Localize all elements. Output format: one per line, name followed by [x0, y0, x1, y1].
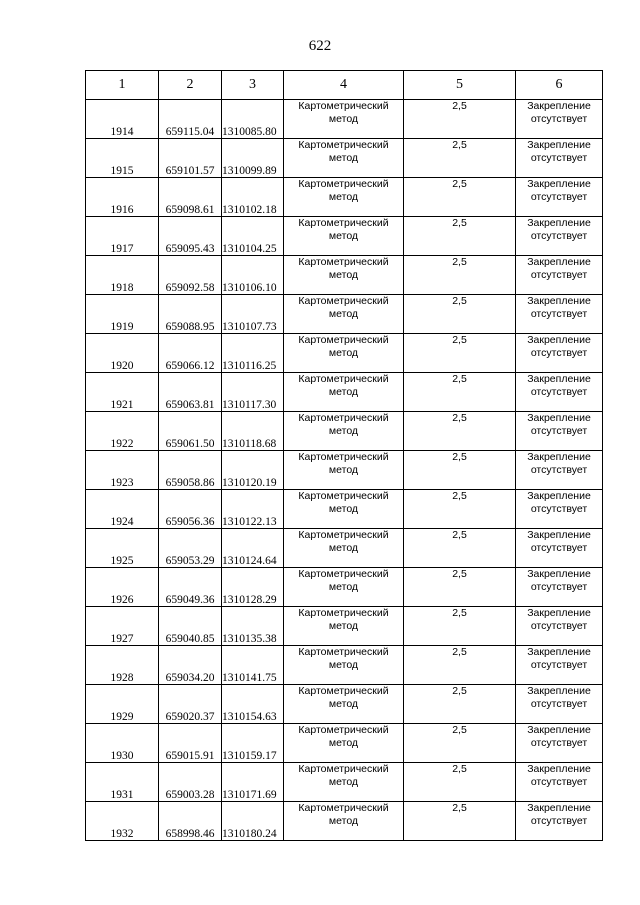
method-cell: Картометрический метод	[284, 412, 404, 451]
y-coordinate-cell: 1310117.30	[222, 373, 284, 412]
fixing-cell: Закрепление отсутствует	[516, 373, 603, 412]
point-number-cell: 1921	[86, 373, 159, 412]
point-number-cell: 1929	[86, 685, 159, 724]
precision-cell: 2,5	[404, 607, 516, 646]
y-coordinate-cell: 1310102.18	[222, 178, 284, 217]
x-coordinate-cell: 659092.58	[159, 256, 222, 295]
table-header-row	[86, 71, 603, 100]
fixing-cell: Закрепление отсутствует	[516, 685, 603, 724]
point-number-cell: 1923	[86, 451, 159, 490]
method-cell: Картометрический метод	[284, 802, 404, 841]
column-header: 3	[222, 71, 284, 100]
table-row	[86, 724, 603, 763]
column-header: 1	[86, 71, 159, 100]
precision-cell: 2,5	[404, 256, 516, 295]
point-number-cell: 1930	[86, 724, 159, 763]
x-coordinate-cell: 659015.91	[159, 724, 222, 763]
x-coordinate-cell: 659088.95	[159, 295, 222, 334]
y-coordinate-cell: 1310118.68	[222, 412, 284, 451]
x-coordinate-cell: 659115.04	[159, 100, 222, 139]
fixing-cell: Закрепление отсутствует	[516, 451, 603, 490]
y-coordinate-cell: 1310141.75	[222, 646, 284, 685]
precision-cell: 2,5	[404, 568, 516, 607]
y-coordinate-cell: 1310116.25	[222, 334, 284, 373]
method-cell: Картометрический метод	[284, 529, 404, 568]
point-number-cell: 1924	[86, 490, 159, 529]
x-coordinate-cell: 659020.37	[159, 685, 222, 724]
table-row	[86, 100, 603, 139]
fixing-cell: Закрепление отсутствует	[516, 529, 603, 568]
table-row	[86, 256, 603, 295]
method-cell: Картометрический метод	[284, 178, 404, 217]
y-coordinate-cell: 1310135.38	[222, 607, 284, 646]
point-number-cell: 1915	[86, 139, 159, 178]
point-number-cell: 1917	[86, 217, 159, 256]
method-cell: Картометрический метод	[284, 763, 404, 802]
y-coordinate-cell: 1310171.69	[222, 763, 284, 802]
table-row	[86, 568, 603, 607]
method-cell: Картометрический метод	[284, 139, 404, 178]
table-row	[86, 646, 603, 685]
x-coordinate-cell: 659040.85	[159, 607, 222, 646]
method-cell: Картометрический метод	[284, 646, 404, 685]
table-row	[86, 451, 603, 490]
table-row	[86, 802, 603, 841]
method-cell: Картометрический метод	[284, 256, 404, 295]
point-number-cell: 1919	[86, 295, 159, 334]
fixing-cell: Закрепление отсутствует	[516, 802, 603, 841]
x-coordinate-cell: 659049.36	[159, 568, 222, 607]
point-number-cell: 1920	[86, 334, 159, 373]
fixing-cell: Закрепление отсутствует	[516, 178, 603, 217]
precision-cell: 2,5	[404, 373, 516, 412]
table-row	[86, 139, 603, 178]
table-row	[86, 295, 603, 334]
fixing-cell: Закрепление отсутствует	[516, 217, 603, 256]
precision-cell: 2,5	[404, 490, 516, 529]
column-header: 2	[159, 71, 222, 100]
table-row	[86, 490, 603, 529]
point-number-cell: 1928	[86, 646, 159, 685]
x-coordinate-cell: 659101.57	[159, 139, 222, 178]
precision-cell: 2,5	[404, 178, 516, 217]
table-body	[86, 100, 603, 841]
method-cell: Картометрический метод	[284, 217, 404, 256]
method-cell: Картометрический метод	[284, 373, 404, 412]
method-cell: Картометрический метод	[284, 568, 404, 607]
method-cell: Картометрический метод	[284, 100, 404, 139]
method-cell: Картометрический метод	[284, 295, 404, 334]
x-coordinate-cell: 658998.46	[159, 802, 222, 841]
method-cell: Картометрический метод	[284, 685, 404, 724]
precision-cell: 2,5	[404, 295, 516, 334]
fixing-cell: Закрепление отсутствует	[516, 100, 603, 139]
y-coordinate-cell: 1310128.29	[222, 568, 284, 607]
x-coordinate-cell: 659058.86	[159, 451, 222, 490]
precision-cell: 2,5	[404, 646, 516, 685]
y-coordinate-cell: 1310122.13	[222, 490, 284, 529]
x-coordinate-cell: 659056.36	[159, 490, 222, 529]
table-row	[86, 178, 603, 217]
table-row	[86, 685, 603, 724]
column-header: 4	[284, 71, 404, 100]
point-number-cell: 1931	[86, 763, 159, 802]
y-coordinate-cell: 1310124.64	[222, 529, 284, 568]
precision-cell: 2,5	[404, 412, 516, 451]
method-cell: Картометрический метод	[284, 451, 404, 490]
precision-cell: 2,5	[404, 529, 516, 568]
table-row	[86, 607, 603, 646]
precision-cell: 2,5	[404, 100, 516, 139]
fixing-cell: Закрепление отсутствует	[516, 139, 603, 178]
x-coordinate-cell: 659098.61	[159, 178, 222, 217]
precision-cell: 2,5	[404, 217, 516, 256]
precision-cell: 2,5	[404, 139, 516, 178]
point-number-cell: 1932	[86, 802, 159, 841]
y-coordinate-cell: 1310120.19	[222, 451, 284, 490]
table-row	[86, 334, 603, 373]
x-coordinate-cell: 659063.81	[159, 373, 222, 412]
point-number-cell: 1927	[86, 607, 159, 646]
fixing-cell: Закрепление отсутствует	[516, 412, 603, 451]
y-coordinate-cell: 1310154.63	[222, 685, 284, 724]
fixing-cell: Закрепление отсутствует	[516, 646, 603, 685]
y-coordinate-cell: 1310159.17	[222, 724, 284, 763]
point-number-cell: 1914	[86, 100, 159, 139]
x-coordinate-cell: 659053.29	[159, 529, 222, 568]
fixing-cell: Закрепление отсутствует	[516, 607, 603, 646]
point-number-cell: 1918	[86, 256, 159, 295]
table-row	[86, 217, 603, 256]
y-coordinate-cell: 1310104.25	[222, 217, 284, 256]
x-coordinate-cell: 659061.50	[159, 412, 222, 451]
point-number-cell: 1926	[86, 568, 159, 607]
y-coordinate-cell: 1310106.10	[222, 256, 284, 295]
point-number-cell: 1922	[86, 412, 159, 451]
method-cell: Картометрический метод	[284, 607, 404, 646]
y-coordinate-cell: 1310099.89	[222, 139, 284, 178]
column-header: 5	[404, 71, 516, 100]
fixing-cell: Закрепление отсутствует	[516, 334, 603, 373]
y-coordinate-cell: 1310180.24	[222, 802, 284, 841]
page-number: 622	[308, 38, 332, 54]
x-coordinate-cell: 659095.43	[159, 217, 222, 256]
fixing-cell: Закрепление отсутствует	[516, 568, 603, 607]
fixing-cell: Закрепление отсутствует	[516, 490, 603, 529]
precision-cell: 2,5	[404, 334, 516, 373]
x-coordinate-cell: 659034.20	[159, 646, 222, 685]
precision-cell: 2,5	[404, 763, 516, 802]
x-coordinate-cell: 659003.28	[159, 763, 222, 802]
table-row	[86, 412, 603, 451]
method-cell: Картометрический метод	[284, 724, 404, 763]
precision-cell: 2,5	[404, 685, 516, 724]
x-coordinate-cell: 659066.12	[159, 334, 222, 373]
fixing-cell: Закрепление отсутствует	[516, 724, 603, 763]
precision-cell: 2,5	[404, 724, 516, 763]
coordinates-table	[85, 70, 603, 841]
y-coordinate-cell: 1310107.73	[222, 295, 284, 334]
table-row	[86, 763, 603, 802]
column-header: 6	[516, 71, 603, 100]
point-number-cell: 1925	[86, 529, 159, 568]
precision-cell: 2,5	[404, 802, 516, 841]
method-cell: Картометрический метод	[284, 490, 404, 529]
fixing-cell: Закрепление отсутствует	[516, 763, 603, 802]
table-row	[86, 529, 603, 568]
point-number-cell: 1916	[86, 178, 159, 217]
fixing-cell: Закрепление отсутствует	[516, 256, 603, 295]
method-cell: Картометрический метод	[284, 334, 404, 373]
fixing-cell: Закрепление отсутствует	[516, 295, 603, 334]
precision-cell: 2,5	[404, 451, 516, 490]
table-row	[86, 373, 603, 412]
y-coordinate-cell: 1310085.80	[222, 100, 284, 139]
